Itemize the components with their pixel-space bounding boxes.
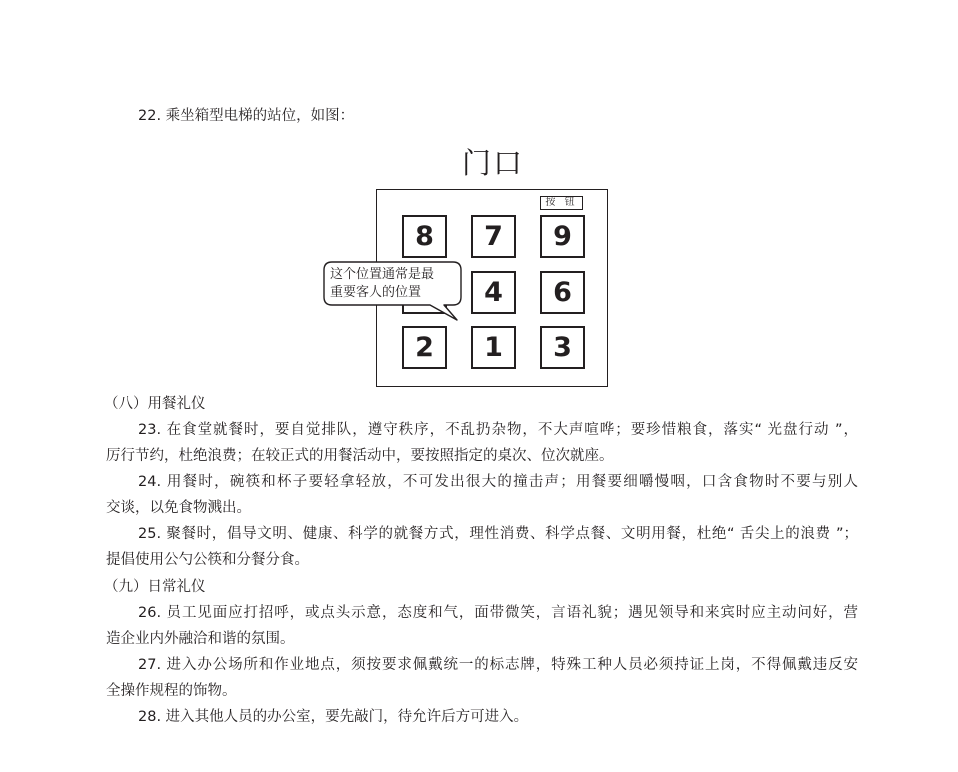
section-9-heading: （九）日常礼仪 [104, 579, 206, 595]
callout-text [330, 266, 458, 302]
position-cell: 7 [471, 215, 516, 258]
item-27-line-2: 全操作规程的饰物。 [106, 683, 237, 699]
item-26-line-1: 26. 员工见面应打招呼，或点头示意，态度和气，面带微笑，言语礼貌；遇见领导和来宾时应主动问好，营 [138, 605, 858, 621]
item-23-line-1: 23. 在食堂就餐时，要自觉排队，遵守秩序，不乱扔杂物，不大声喧哗；要珍惜粮食，落实“ 光盘行动 ”， [138, 422, 858, 438]
position-cell: 1 [471, 326, 516, 369]
position-cell: 2 [402, 326, 447, 369]
elevator-button-panel: 按 钮 [540, 196, 583, 210]
item-23-line-2: 厉行节约，杜绝浪费；在较正式的用餐活动中，要按照指定的桌次、位次就座。 [106, 448, 614, 464]
position-cell: 3 [540, 326, 585, 369]
item-27-line-1: 27. 进入办公场所和作业地点，须按要求佩戴统一的标志牌，特殊工种人员必须持证上岗，不得佩戴违反安 [138, 657, 858, 673]
item-28-text: 28. 进入其他人员的办公室，要先敲门，待允许后方可进入。 [138, 709, 529, 725]
position-cell: 4 [471, 271, 516, 314]
section-8-heading: （八）用餐礼仪 [104, 396, 206, 412]
item-25-line-1: 25. 聚餐时，倡导文明、健康、科学的就餐方式，理性消费、科学点餐、文明用餐，杜绝“ 舌尖上的浪费 ”； [138, 526, 858, 542]
item-24-line-2: 交谈，以免食物溅出。 [106, 500, 251, 516]
item-24-line-1: 24. 用餐时，碗筷和杯子要轻拿轻放，不可发出很大的撞击声；用餐要细嚼慢咽，口含食物时不要与别人 [138, 474, 858, 490]
item-25-line-2: 提倡使用公勺公筷和分餐分食。 [106, 552, 309, 568]
door-label: 门口 [461, 146, 524, 180]
item-26-line-2: 造企业内外融洽和谐的氛围。 [106, 631, 295, 647]
callout-line: 重要客人的位置 [330, 285, 422, 300]
callout-line: 这个位置通常是最 [330, 267, 435, 282]
item-22-text: 22. 乘坐箱型电梯的站位，如图： [138, 108, 355, 124]
position-cell: 8 [402, 215, 447, 258]
position-cell: 9 [540, 215, 585, 258]
position-cell: 6 [540, 271, 585, 314]
